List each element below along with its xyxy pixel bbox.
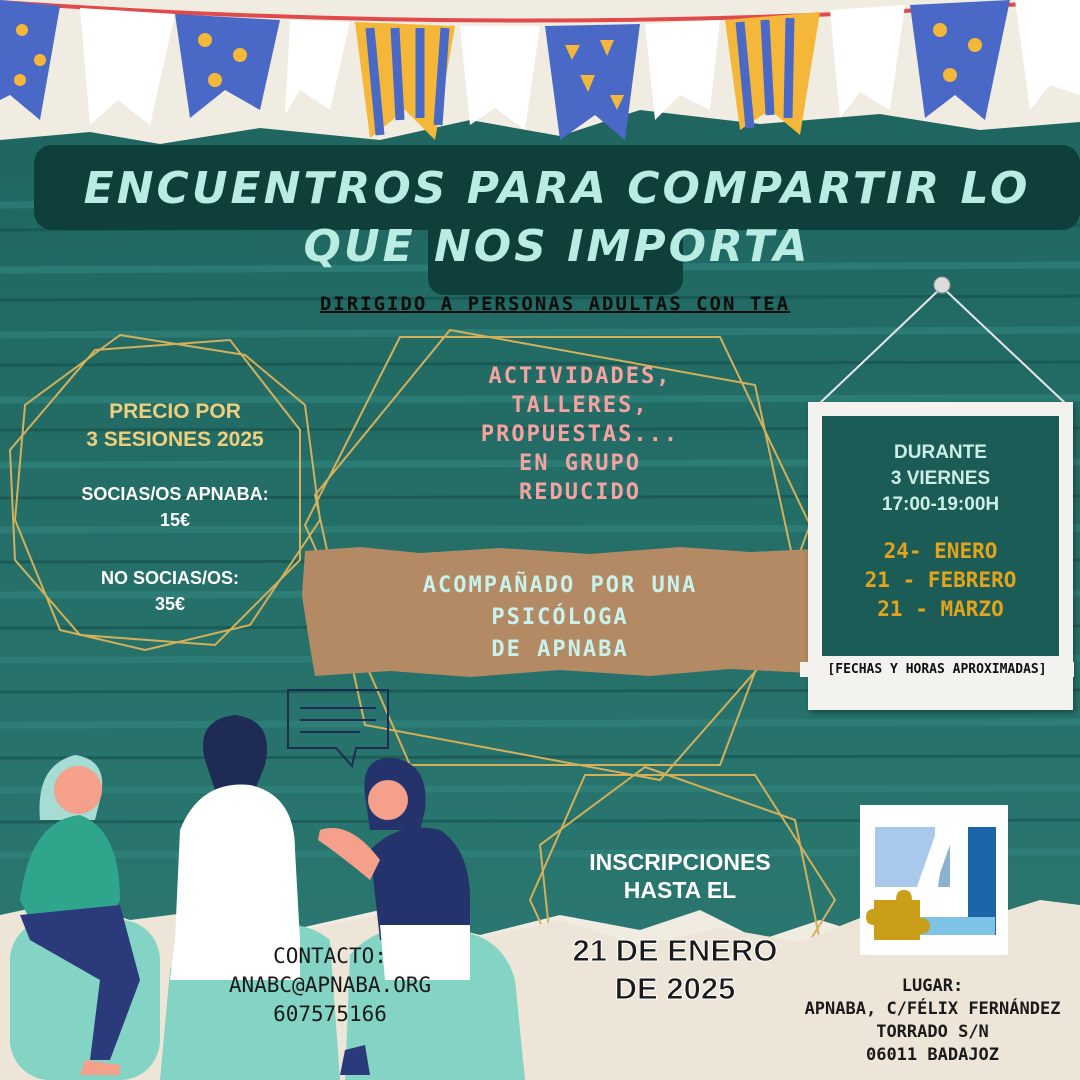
- nonmembers-price-value: 35€: [154, 594, 186, 614]
- bunting-flags: [0, 0, 1080, 145]
- members-label: SOCIAS/OS APNABA:: [81, 484, 269, 504]
- date-1: 24- ENERO: [883, 539, 998, 563]
- registration-text: [545, 848, 815, 904]
- subtitle: DIRIGIDO A PERSONAS ADULTAS CON TEA: [319, 293, 791, 315]
- board-hanger: [815, 275, 1080, 405]
- deadline-line1: 21 DE ENERO: [572, 933, 778, 968]
- contact-label: CONTACTO:: [273, 944, 387, 968]
- activities-line2: TALLERES,: [511, 393, 649, 418]
- page-title: ENCUENTROS PARA COMPARTIR LO QUE NOS IMPORTA: [83, 163, 1031, 272]
- schedule-note: [FECHAS Y HORAS APROXIMADAS]: [800, 662, 1074, 677]
- schedule-line1: DURANTE: [894, 442, 987, 463]
- nonmembers-price: [25, 565, 315, 617]
- activities-text: [440, 362, 720, 507]
- contact-email[interactable]: ANABC@APNABA.ORG: [228, 973, 432, 997]
- companion-text: [300, 570, 820, 666]
- contact-block: [175, 942, 485, 1029]
- contact-phone[interactable]: 607575166: [273, 1002, 387, 1026]
- location-label: LUGAR:: [901, 976, 964, 996]
- members-price: [30, 481, 320, 533]
- activities-line1: ACTIVIDADES,: [488, 364, 672, 389]
- location-block: [785, 975, 1080, 1067]
- activities-line3: PROPUESTAS...: [480, 422, 680, 447]
- companion-line3: DE APNABA: [491, 637, 629, 662]
- companion-line2: PSICÓLOGA: [491, 605, 629, 630]
- location-line2: TORRADO S/N: [876, 1022, 989, 1042]
- price-title-line2: 3 SESIONES 2025: [86, 428, 264, 451]
- schedule-line3: 17:00-19:00H: [881, 494, 1000, 515]
- registration-deadline: [540, 932, 810, 1008]
- date-3: 21 - MARZO: [877, 597, 1004, 621]
- registration-line2: HASTA EL: [623, 877, 737, 903]
- schedule-dates: [822, 537, 1059, 624]
- registration-line1: INSCRIPCIONES: [589, 849, 771, 875]
- apnaba-logo-mark: [860, 805, 1008, 955]
- schedule-text: [822, 440, 1059, 518]
- activities-line4: EN GRUPO: [519, 451, 641, 476]
- deadline-line2: DE 2025: [614, 971, 736, 1006]
- price-title-line1: PRECIO POR: [109, 400, 241, 423]
- price-title: [30, 398, 320, 454]
- location-line1: APNABA, C/FÉLIX FERNÁNDEZ: [804, 999, 1061, 1019]
- nonmembers-label: NO SOCIAS/OS:: [100, 568, 239, 588]
- schedule-line2: 3 VIERNES: [890, 468, 991, 489]
- activities-line5: REDUCIDO: [519, 480, 641, 505]
- location-line3: 06011 BADAJOZ: [865, 1045, 1000, 1065]
- companion-line1: ACOMPAÑADO POR UNA: [422, 573, 698, 598]
- speech-bubble-icon: [288, 690, 388, 766]
- members-price-value: 15€: [159, 510, 191, 530]
- date-2: 21 - FEBRERO: [864, 568, 1017, 592]
